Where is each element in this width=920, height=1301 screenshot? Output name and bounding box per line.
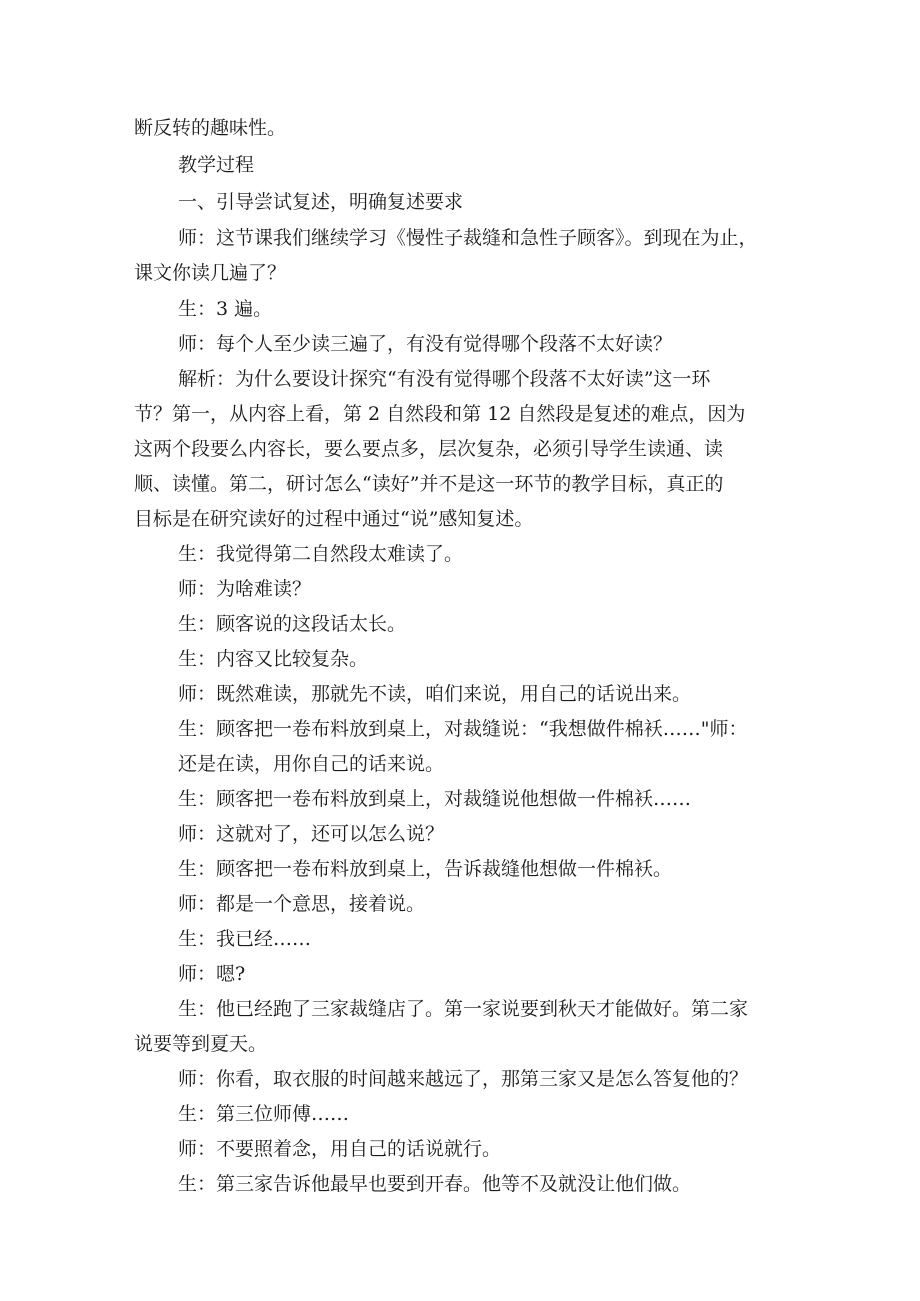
dialogue-line: 生：我已经…… <box>178 928 312 950</box>
dialogue-line: 生：顾客把一卷布料放到桌上，对裁缝说他想做一件棉袄…… <box>178 788 692 810</box>
dialogue-line: 生：第三家告诉他最早也要到开春。他等不及就没让他们做。 <box>178 1173 692 1195</box>
section-heading: 教学过程 <box>178 154 255 176</box>
dialogue-line: 师：你看，取衣服的时间越来越远了，那第三家又是怎么答复他的？ <box>178 1068 749 1090</box>
dialogue-line: 生：顾客说的这段话太长。 <box>178 613 407 635</box>
dialogue-line: 师：这就对了，还可以怎么说？ <box>178 823 445 845</box>
analysis-line: 解析：为什么要设计探究“有没有觉得哪个段落不太好读”这一环 <box>178 368 711 390</box>
dialogue-line: 生：内容又比较复杂。 <box>178 648 369 670</box>
dialogue-line: 生：顾客把一卷布料放到桌上，对裁缝说：“我想做件棉袄……"师： <box>178 718 748 740</box>
dialogue-line: 师：这节课我们继续学习《慢性子裁缝和急性子顾客》。到现在为止， <box>178 227 758 249</box>
paragraph-continuation: 断反转的趣味性。 <box>134 117 287 139</box>
dialogue-line: 生：他已经跑了三家裁缝店了。第一家说要到秋天才能做好。第二家 <box>178 998 749 1020</box>
dialogue-line: 师：为啥难读？ <box>178 578 312 600</box>
dialogue-line: 师：嗯? <box>178 963 246 985</box>
dialogue-line: 生：3 遍。 <box>178 298 273 320</box>
dialogue-line: 生：我觉得第二自然段太难读了。 <box>178 543 464 565</box>
dialogue-line: 师：每个人至少读三遍了，有没有觉得哪个段落不太好读？ <box>178 333 673 355</box>
dialogue-line: 生：第三位师傅…… <box>178 1103 350 1125</box>
dialogue-line: 还是在读，用你自己的话来说。 <box>178 753 445 775</box>
dialogue-line-wrap: 课文你读几遍了？ <box>134 262 287 284</box>
analysis-line-wrap: 目标是在研究读好的过程中通过“说”感知复述。 <box>134 508 534 530</box>
dialogue-line: 师：既然难读，那就先不读，咱们来说，用自己的话说出来。 <box>178 683 692 705</box>
dialogue-line: 师：不要照着念，用自己的话说就行。 <box>178 1138 502 1160</box>
dialogue-line-wrap: 说要等到夏天。 <box>134 1033 268 1055</box>
subsection-heading: 一、引导尝试复述，明确复述要求 <box>178 191 464 213</box>
analysis-line-wrap: 顺、读懂。第二，研讨怎么“读好”并不是这一环节的教学目标，真正的 <box>134 473 724 495</box>
dialogue-line: 师：都是一个意思，接着说。 <box>178 893 426 915</box>
analysis-line-wrap: 节？第一，从内容上看，第 2 自然段和第 12 自然段是复述的难点，因为 <box>134 403 746 425</box>
dialogue-line: 生：顾客把一卷布料放到桌上，告诉裁缝他想做一件棉袄。 <box>178 858 673 880</box>
analysis-line-wrap: 这两个段要么内容长，要么要点多，层次复杂，必须引导学生读通、读 <box>134 438 724 460</box>
